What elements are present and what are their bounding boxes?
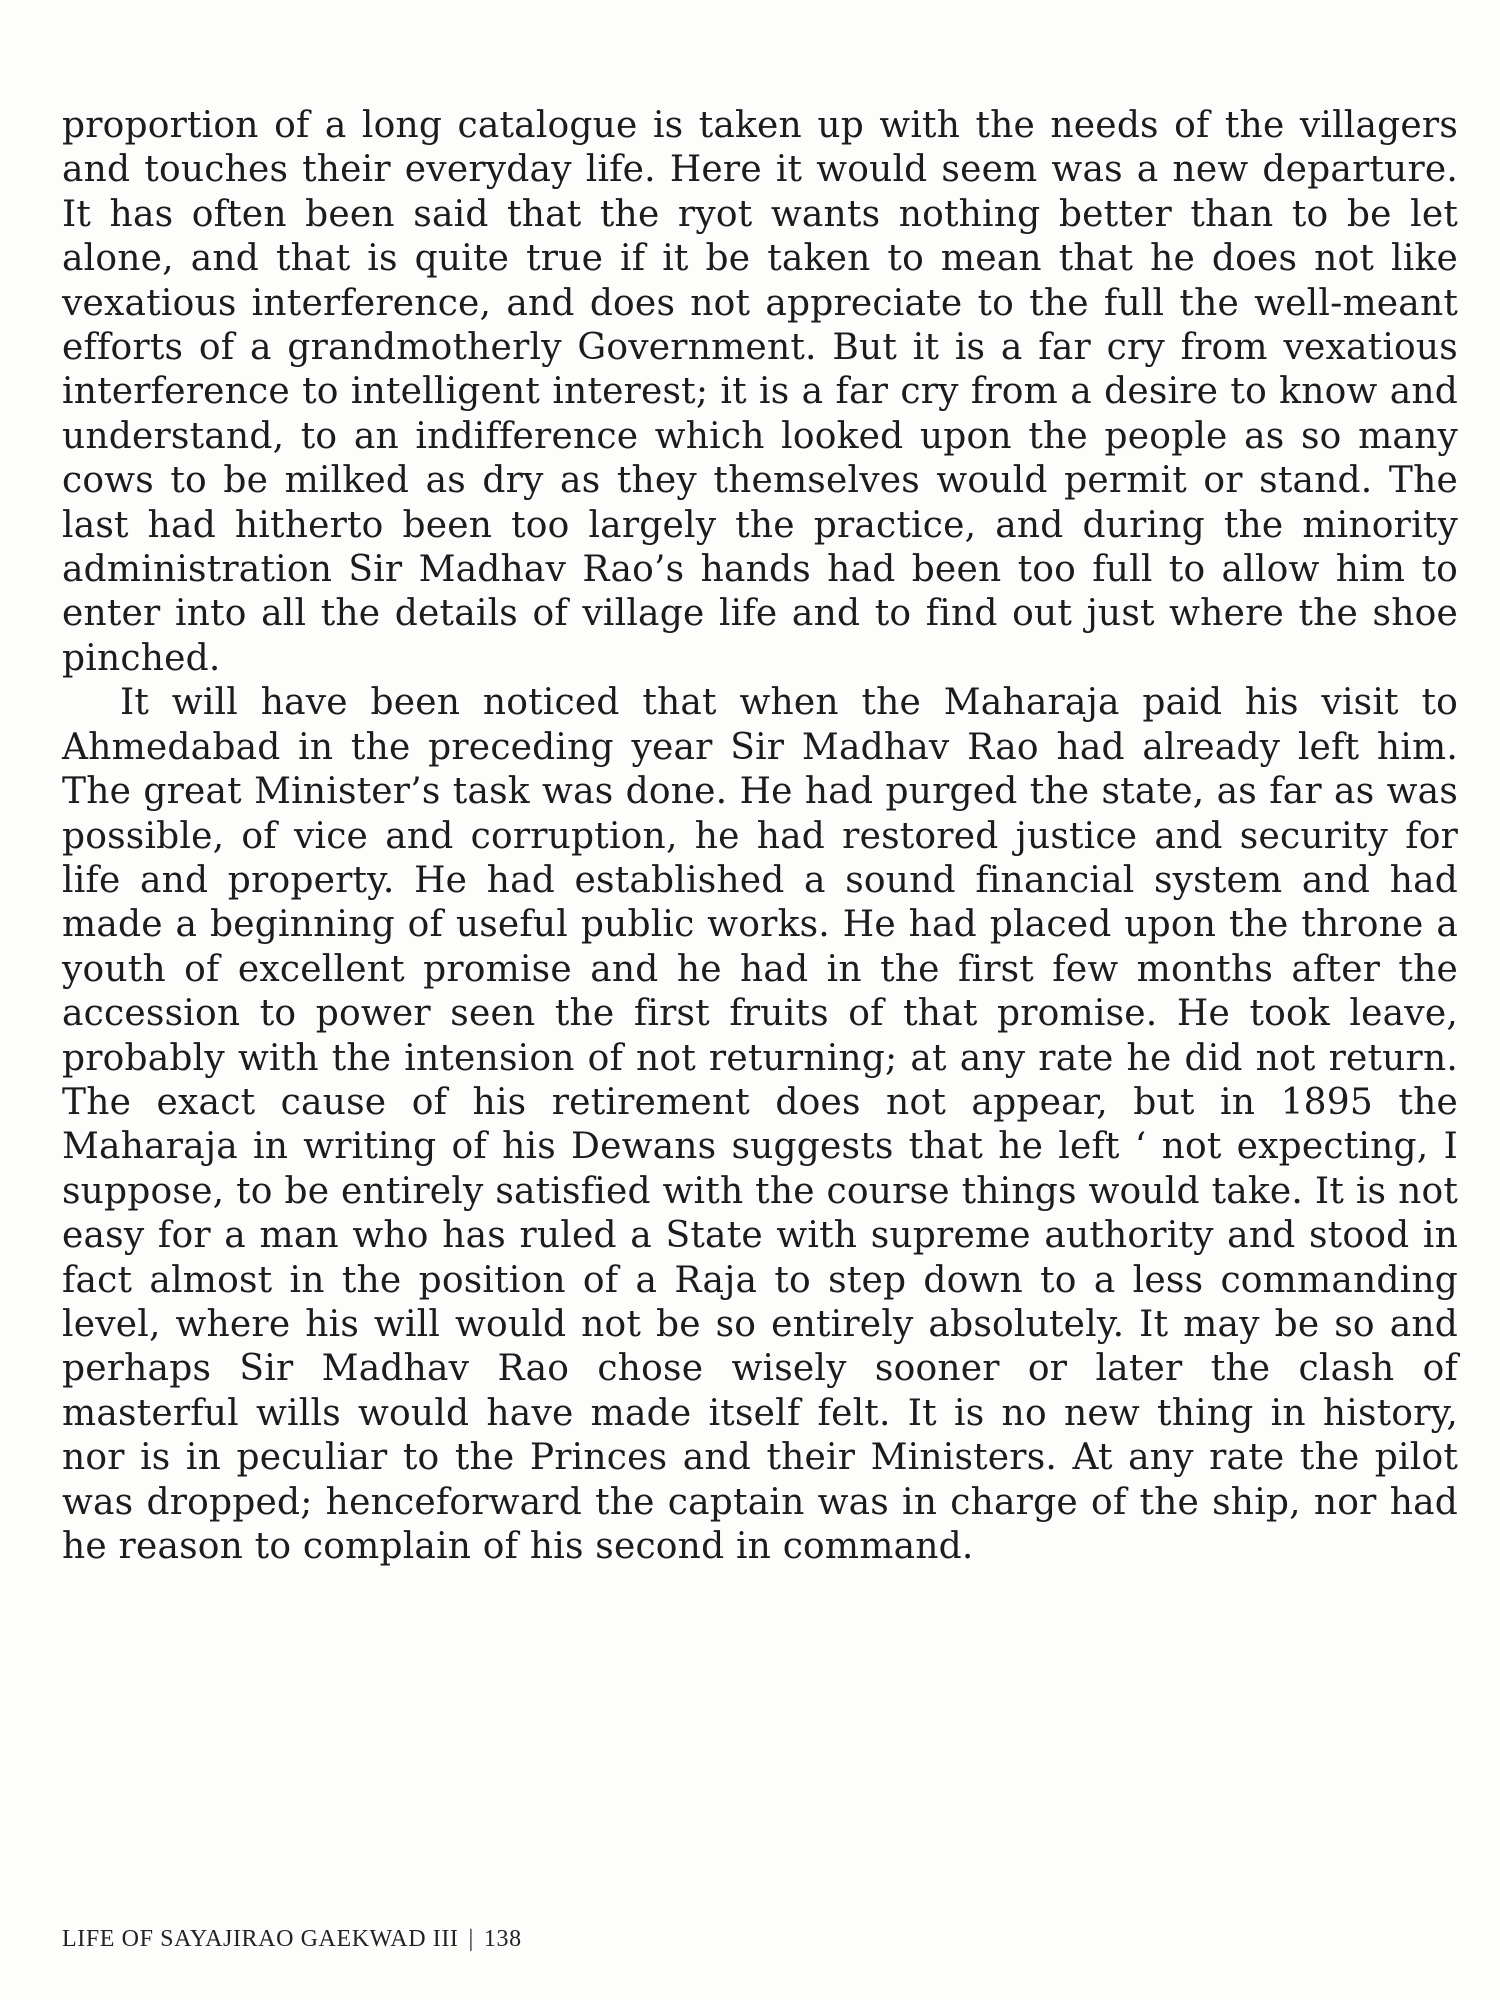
running-title: LIFE OF SAYAJIRAO GAEKWAD III <box>62 1926 459 1952</box>
page-number: 138 <box>483 1926 522 1952</box>
paragraph-madhav-rao-departure: It will have been noticed that when the Maharaja paid his visit to Ahmedabad in the preceding year Sir Madhav Rao had already left him. The great Minister’s task was done. He had purged the state, as far as was possible, of vice and corruption, he had restored justice and security for life and property. He had established a sound financial system and had made a beginning of useful public works. He had placed upon the throne a youth of excellent promise and he had in the first few months after the accession to power seen the first fruits of that promise. He took leave, probably with the intension of not returning; at any rate he did not return. The exact cause of his retirement does not appear, but in 1895 the Maharaja in writing of his Dewans suggests that he left ‘ not expecting, I suppose, to be entirely satisfied with the course things would take. It is not easy for a man who has ruled a State with supreme authority and stood in fact almost in the position of a Raja to step down to a less commanding level, where his will would not be so entirely absolutely. It may be so and perhaps Sir Madhav Rao chose wisely sooner or later the clash of masterful wills would have made itself felt. It is no new thing in history, nor is in peculiar to the Princes and their Ministers. At any rate the pilot was dropped; henceforward the captain was in charge of the ship, nor had he reason to complain of his second in command. <box>62 682 1458 1567</box>
page-footer <box>62 1926 522 1953</box>
footer-separator: | <box>468 1926 474 1952</box>
body-text <box>62 104 1458 1569</box>
paragraph-continued: proportion of a long catalogue is taken up with the needs of the villagers and touches their everyday life. Here it would seem was a new departure. It has often been said that the ryot wants nothing better than to be let alone, and that is quite true if it be taken to mean that he does not like vexatious interference, and does not appreciate to the full the well-meant efforts of a grandmotherly Government. But it is a far cry from vexatious interference to intelligent interest; it is a far cry from a desire to know and understand, to an indifference which looked upon the people as so many cows to be milked as dry as they themselves would permit or stand. The last had hitherto been too largely the practice, and during the minority administration Sir Madhav Rao’s hands had been too full to allow him to enter into all the details of village life and to find out just where the shoe pinched. <box>62 105 1458 679</box>
